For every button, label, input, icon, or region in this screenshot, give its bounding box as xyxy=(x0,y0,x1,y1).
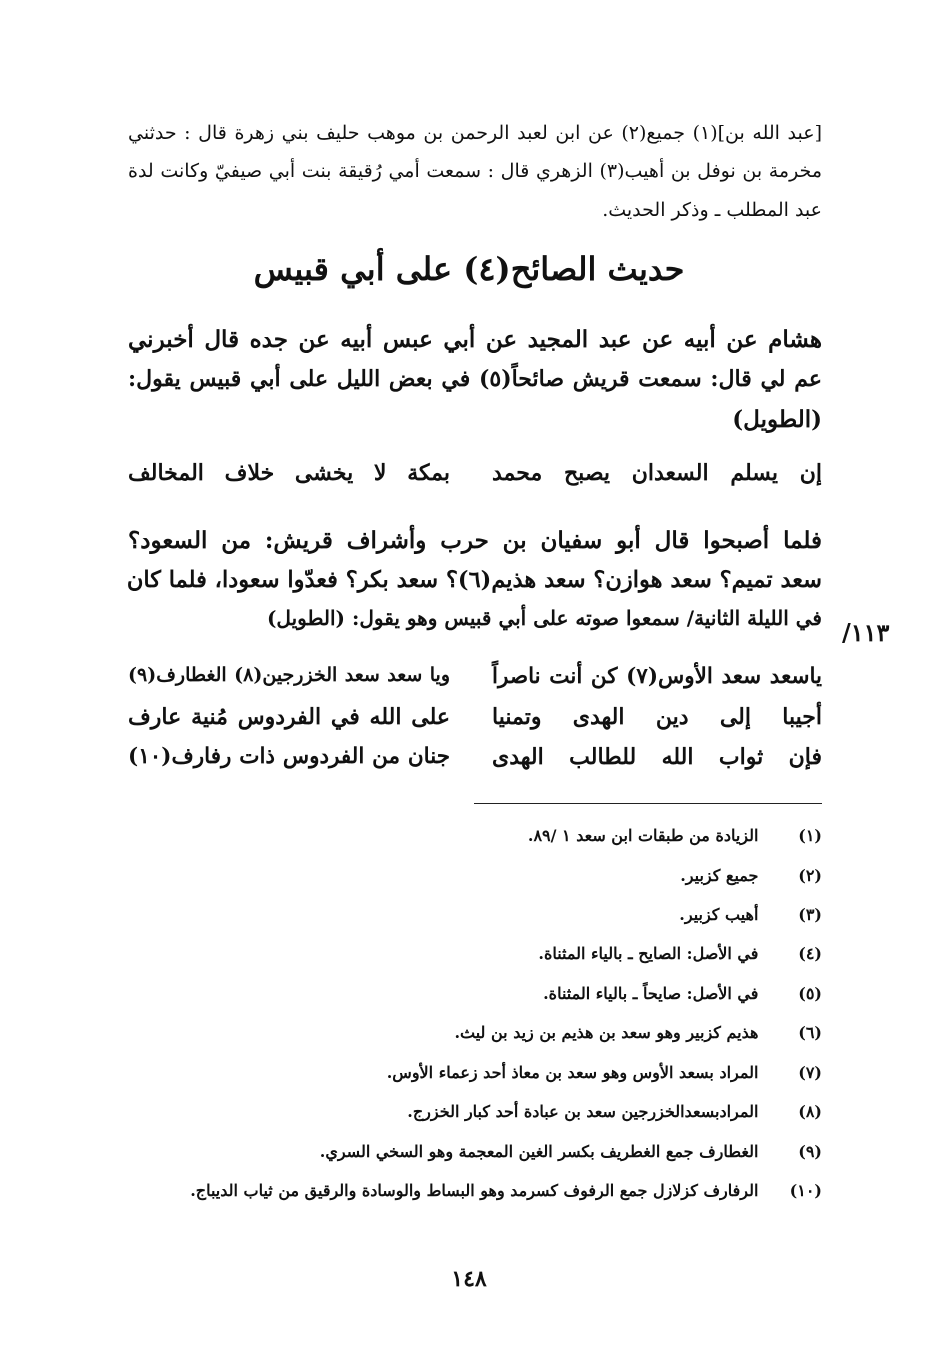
para1-line-1: هشام عن أبيه عن عبد المجيد عن أبي عبس أبيه عن جده قال أخبرني xyxy=(128,326,822,353)
footnote-number: (١) xyxy=(798,826,822,845)
footnote-separator xyxy=(474,803,822,804)
footnote-4 xyxy=(538,944,822,963)
footnote-text: هذيم كزبير وهو سعد بن هذيم بن زيد بن ليث. xyxy=(454,1023,759,1042)
footnote-text: جميع كزبير. xyxy=(680,866,759,885)
footnote-text: الغطارف جمع الغطريف بكسر الغين المعجمة وهو السخي السري. xyxy=(319,1142,759,1161)
footnote-text: المرادبسعدالخزرجين سعد بن عبادة أحد كبار الخزرج. xyxy=(407,1102,759,1121)
footnote-number: (٢) xyxy=(798,866,822,885)
poem-line-3-second-hemistich: جنان من الفردوس ذات رفارف(١٠) xyxy=(128,744,450,769)
manuscript-page-marker: ١١٣/ xyxy=(842,618,890,647)
footnote-number: (٣) xyxy=(798,905,822,924)
footnote-text: أهيب كزبير. xyxy=(679,905,759,924)
footnote-number: (٥) xyxy=(798,984,822,1003)
poem-line-2-first-hemistich: أجيبا إلى دين الهدى وتمنيا xyxy=(492,704,822,730)
footnote-9 xyxy=(320,1142,822,1161)
footnote-5 xyxy=(543,984,822,1003)
para2-line-2: سعد تميم؟ سعد هوازن؟ سعد هذيم(٦)؟ سعد بكر؟ فعدّوا سعودا، فلما كان xyxy=(126,567,822,593)
footnote-number: (٨) xyxy=(798,1102,822,1121)
poem-line-1-second-hemistich: ويا سعد سعد الخزرجين(٨) الغطارف(٩) xyxy=(128,664,451,686)
footnote-6 xyxy=(454,1023,822,1042)
poem-line-2-second-hemistich: على الله في الفردوس مُنية عارف xyxy=(128,704,450,730)
footnote-8 xyxy=(407,1102,822,1121)
para2-line-3: في الليلة الثانية/ سمعوا صوته على أبي قبيس وهو يقول: (الطويل) xyxy=(266,606,822,630)
section-heading: حديث الصائح(٤) على أبي قبيس xyxy=(253,250,685,288)
footnote-text: في الأصل: صايحاً ـ بالياء المثناة. xyxy=(543,984,759,1003)
footnote-10 xyxy=(190,1181,822,1200)
footnote-number: (٩) xyxy=(798,1142,822,1161)
footnote-text: الرفارف كزلازل جمع الرفوف كسرمد وهو البساط والوسادة والرقيق من ثياب الديباج. xyxy=(190,1181,759,1200)
page-number: ١٤٨ xyxy=(451,1266,487,1292)
poem-line-3-first-hemistich: فإن ثواب الله للطالب الهدى xyxy=(492,744,822,770)
footnote-number: (٦) xyxy=(798,1023,822,1042)
poem-line-1-first-hemistich: ياسعد سعد الأوس(٧) كن أنت ناصراً xyxy=(492,664,822,689)
verse1-first-hemistich: إن يسلم السعدان يصبح محمد xyxy=(492,460,822,486)
footnote-2 xyxy=(680,866,822,885)
footnote-1 xyxy=(528,826,822,845)
footnote-text: الزيادة من طبقات ابن سعد ١ /٨٩. xyxy=(527,826,759,845)
footnote-number: (٧) xyxy=(798,1063,822,1082)
verse1-second-hemistich: بمكة لا يخشى خلاف المخالف xyxy=(128,460,450,486)
intro-line-2: مخرمة بن نوفل بن أهيب(٣) الزهري قال : سمعت أمي رُقيقة بنت أبي صيفيّ وكانت لدة xyxy=(128,160,822,182)
intro-line-3: عبد المطلب ـ وذكر الحديث. xyxy=(602,199,822,221)
footnote-text: في الأصل: الصايح ـ بالياء المثناة. xyxy=(538,944,759,963)
para1-line-2: عم لي قال: سمعت قريش صائحاً(٥) في بعض الليل على أبي قبيس يقول: xyxy=(128,366,822,392)
intro-line-1: [عبد الله بن](١) جميع(٢) عن ابن لعبد الرحمن بن موهب حليف بني زهرة قال : حدثني xyxy=(128,122,823,144)
para2-line-1: فلما أصبحوا قال أبو سفيان بن حرب وأشراف قريش: من السعود؟ xyxy=(128,527,822,554)
footnote-3 xyxy=(679,905,822,924)
para1-line-3: (الطويل) xyxy=(732,406,822,433)
footnote-number: (١٠) xyxy=(789,1181,822,1200)
footnote-7 xyxy=(387,1063,822,1082)
footnote-text: المراد بسعد الأوس وهو سعد بن معاذ أحد زعماء الأوس. xyxy=(386,1063,759,1082)
footnote-number: (٤) xyxy=(798,944,822,963)
